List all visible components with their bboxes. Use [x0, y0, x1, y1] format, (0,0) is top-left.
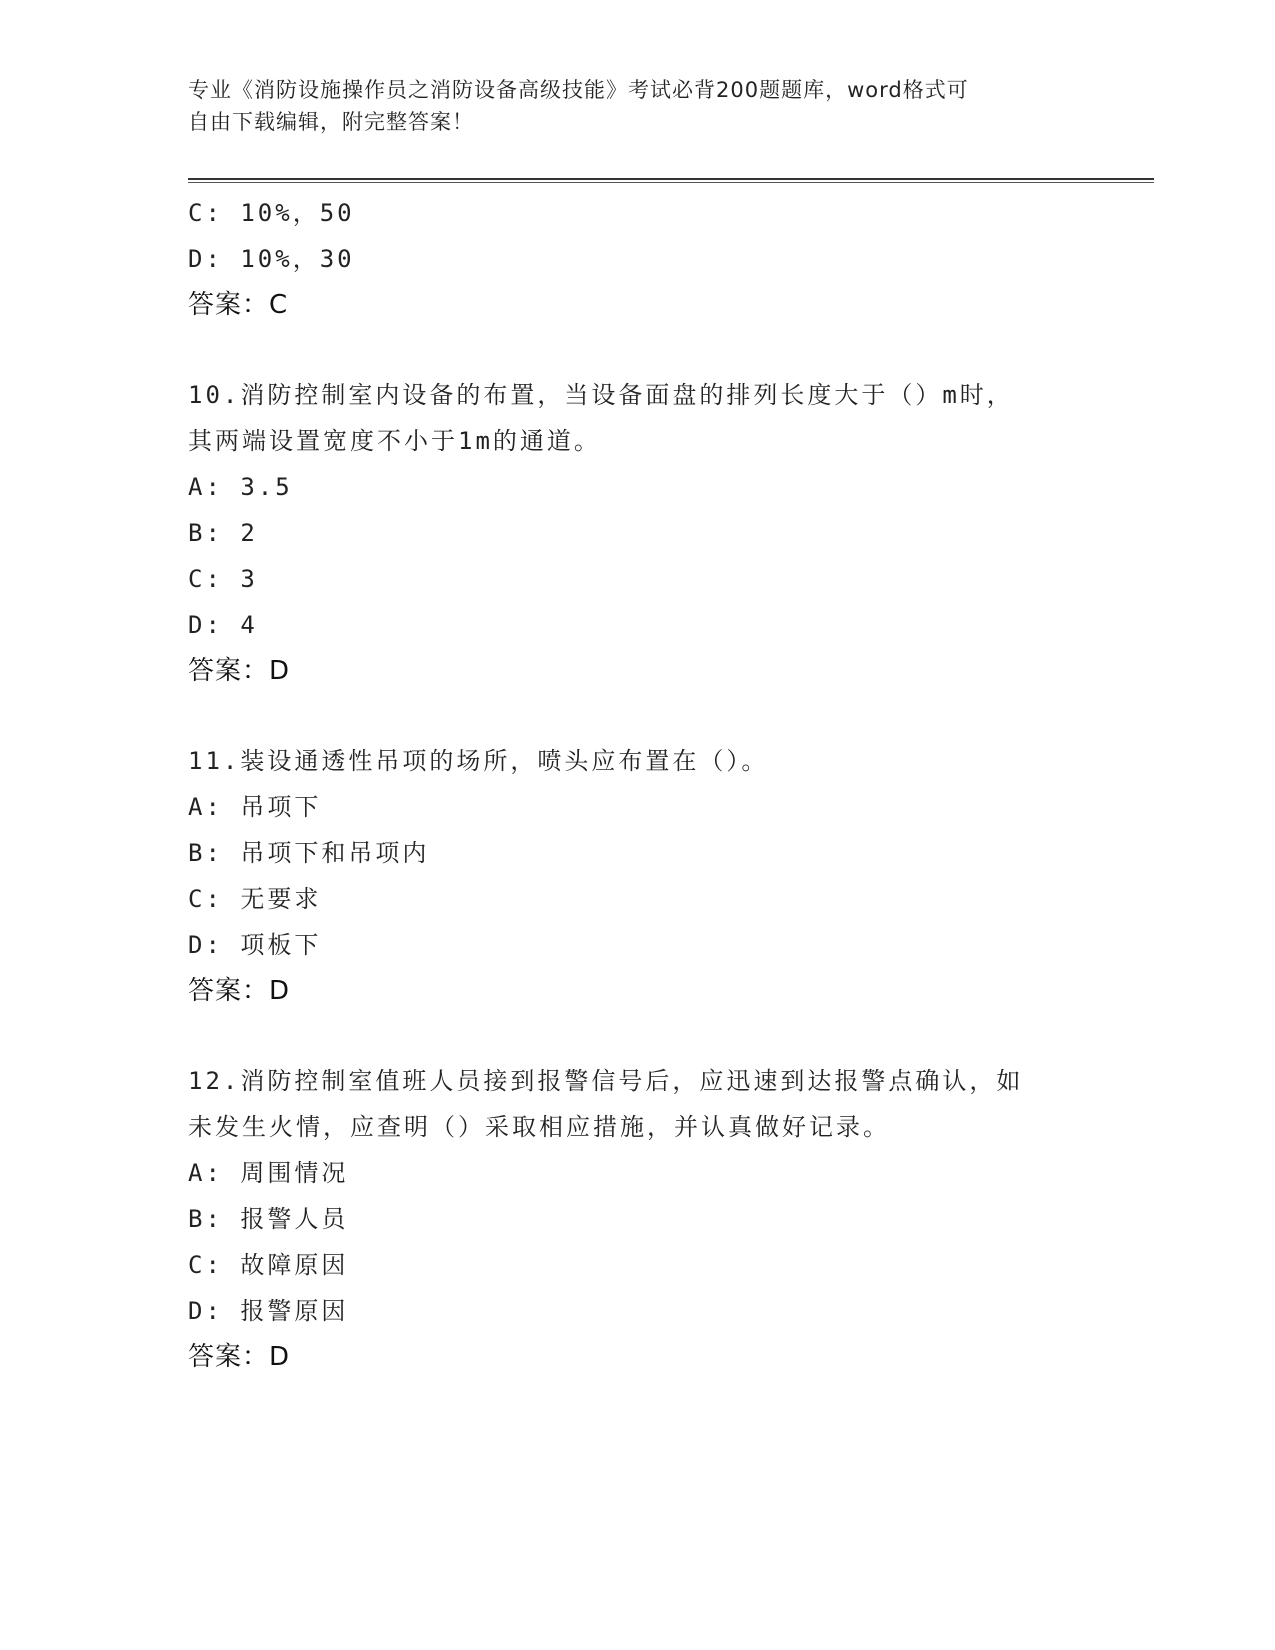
question-11	[188, 738, 1088, 1014]
option-c: C: 3	[188, 565, 258, 593]
option-d: D: 项板下	[188, 931, 322, 959]
spacer	[188, 1014, 1088, 1058]
answer-label: 答案：D	[188, 656, 291, 686]
question-content	[188, 190, 1088, 1380]
answer-label: 答案：D	[188, 976, 291, 1006]
header-line-2: 自由下载编辑，附完整答案！	[188, 110, 474, 134]
option-a: A: 周围情况	[188, 1159, 349, 1187]
option-c: C: 故障原因	[188, 1251, 349, 1279]
document-header	[188, 74, 1088, 138]
option-b: B: 2	[188, 519, 258, 547]
spacer	[188, 328, 1088, 372]
header-divider-thick	[188, 178, 1154, 180]
question-10	[188, 372, 1088, 694]
option-a: A: 吊项下	[188, 793, 322, 821]
question-stem-line: 12.消防控制室值班人员接到报警信号后，应迅速到达报警点确认，如	[188, 1067, 1024, 1095]
option-b: B: 报警人员	[188, 1205, 349, 1233]
option-d: D: 报警原因	[188, 1297, 349, 1325]
option-c: C: 无要求	[188, 885, 322, 913]
header-divider-thin	[188, 182, 1154, 183]
question-stem-line: 10.消防控制室内设备的布置，当设备面盘的排列长度大于（）m时，	[188, 381, 1014, 409]
question-12	[188, 1058, 1088, 1380]
carryover-block	[188, 190, 1088, 328]
question-stem-line: 未发生火情，应查明（）采取相应措施，并认真做好记录。	[188, 1113, 890, 1141]
question-stem-line: 11.装设通透性吊项的场所，喷头应布置在（）。	[188, 747, 769, 775]
header-line-1: 专业《消防设施操作员之消防设备高级技能》考试必背200题题库，word格式可	[188, 78, 969, 102]
question-stem-line: 其两端设置宽度不小于1m的通道。	[188, 427, 601, 455]
option-d: D: 4	[188, 611, 258, 639]
option-b: B: 吊项下和吊项内	[188, 839, 430, 867]
option-c: C: 10%，50	[188, 199, 355, 227]
option-a: A: 3.5	[188, 473, 293, 501]
option-d: D: 10%，30	[188, 245, 355, 273]
answer-label: 答案：C	[188, 290, 289, 320]
spacer	[188, 694, 1088, 738]
answer-label: 答案：D	[188, 1342, 291, 1372]
